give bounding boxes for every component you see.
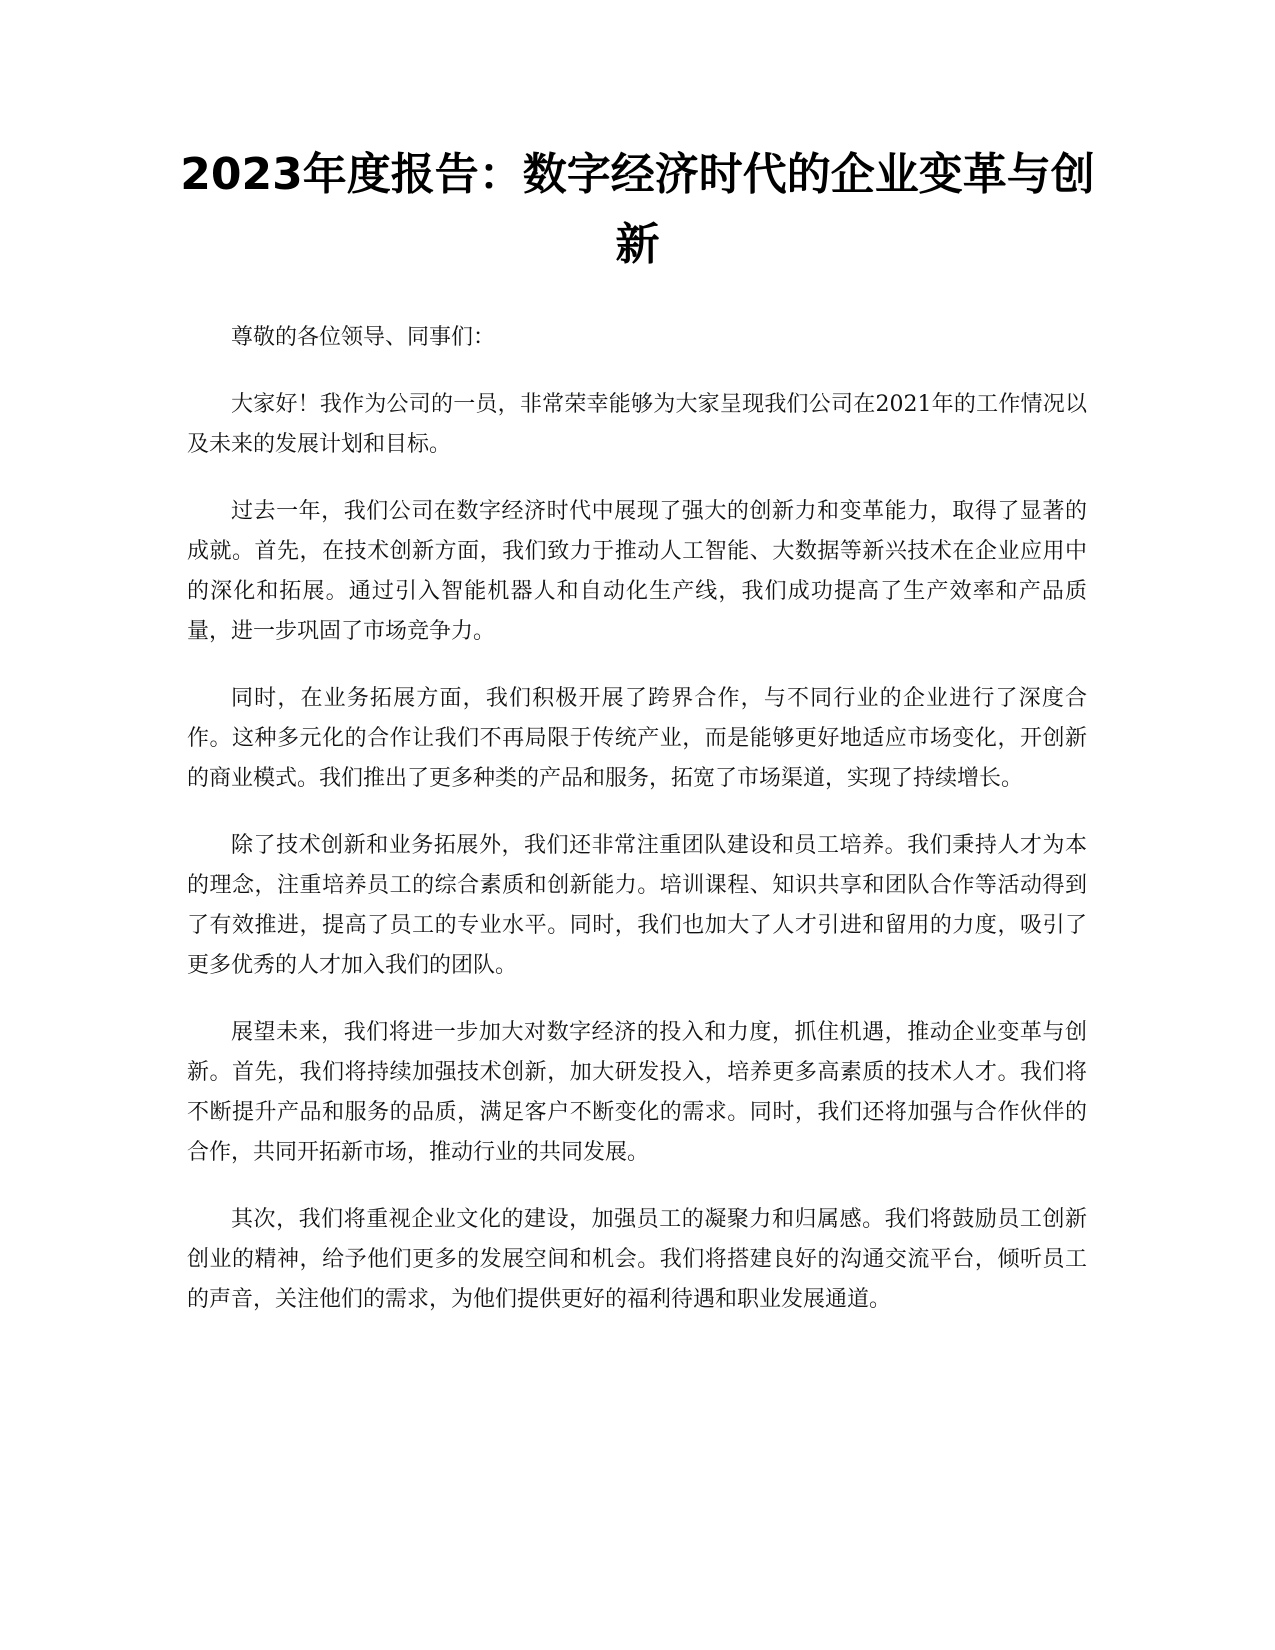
paragraph-2: 过去一年，我们公司在数字经济时代中展现了强大的创新力和变革能力，取得了显著的成就。首先，在技术创新方面，我们致力于推动人工智能、大数据等新兴技术在企业应用中的深化和拓展。通过引入智能机器人和自动化生产线，我们成功提高了生产效率和产品质量，进一步巩固了市场竞争力。: [187, 499, 1087, 644]
document-body: [187, 318, 1087, 1347]
paragraph-5: 展望未来，我们将进一步加大对数字经济的投入和力度，抓住机遇，推动企业变革与创新。首先，我们将持续加强技术创新，加大研发投入，培养更多高素质的技术人才。我们将不断提升产品和服务的品质，满足客户不断变化的需求。同时，我们还将加强与合作伙伴的合作，共同开拓新市场，推动行业的共同发展。: [187, 1020, 1087, 1165]
paragraph-1: 大家好！我作为公司的一员，非常荣幸能够为大家呈现我们公司在2021年的工作情况以及未来的发展计划和目标。: [187, 392, 1087, 457]
salutation: 尊敬的各位领导、同事们：: [231, 325, 496, 350]
document-title: 2023年度报告：数字经济时代的企业变革与创新: [180, 149, 1095, 270]
paragraph-3: 同时，在业务拓展方面，我们积极开展了跨界合作，与不同行业的企业进行了深度合作。这种多元化的合作让我们不再局限于传统产业，而是能够更好地适应市场变化，开创新的商业模式。我们推出了更多种类的产品和服务，拓宽了市场渠道，实现了持续增长。: [187, 686, 1087, 791]
paragraph-6: 其次，我们将重视企业文化的建设，加强员工的凝聚力和归属感。我们将鼓励员工创新创业的精神，给予他们更多的发展空间和机会。我们将搭建良好的沟通交流平台，倾听员工的声音，关注他们的需求，为他们提供更好的福利待遇和职业发展通道。: [187, 1207, 1087, 1312]
paragraph-4: 除了技术创新和业务拓展外，我们还非常注重团队建设和员工培养。我们秉持人才为本的理念，注重培养员工的综合素质和创新能力。培训课程、知识共享和团队合作等活动得到了有效推进，提高了员工的专业水平。同时，我们也加大了人才引进和留用的力度，吸引了更多优秀的人才加入我们的团队。: [187, 833, 1087, 978]
